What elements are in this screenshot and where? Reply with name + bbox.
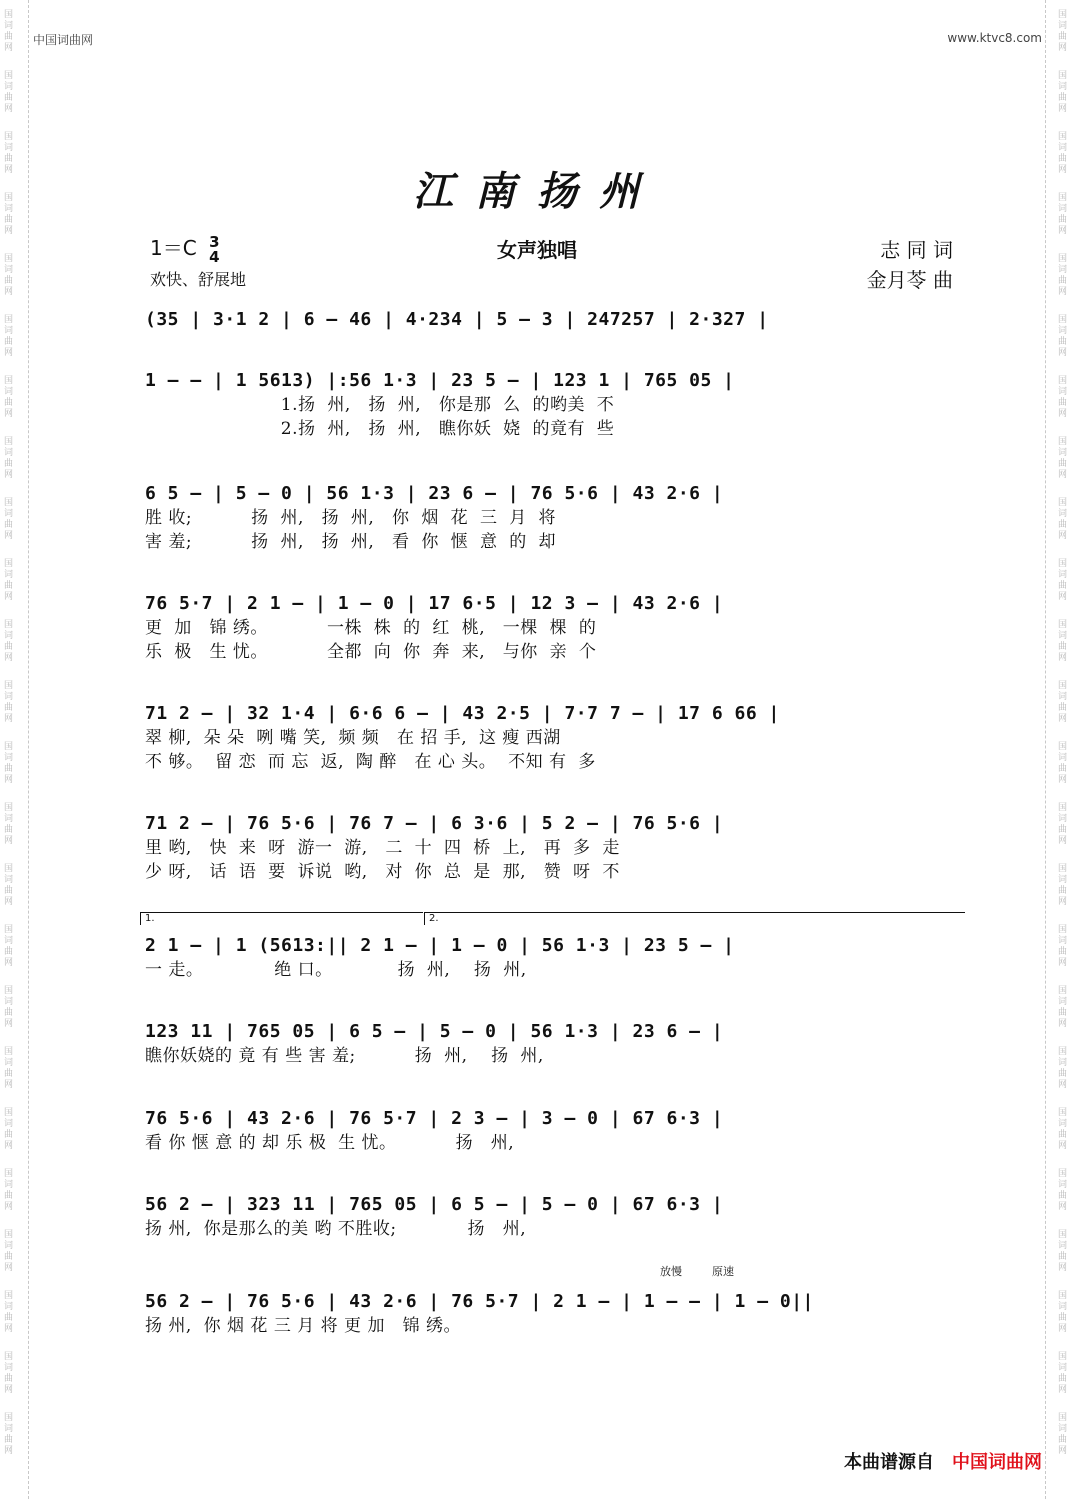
volta-first	[140, 912, 423, 925]
watermark-stamp: 国词曲网	[4, 132, 14, 175]
score-row	[145, 1107, 960, 1155]
a-tempo-marking: 原速	[712, 1265, 734, 1278]
watermark-stamp: 国词曲网	[4, 254, 14, 297]
watermark-stamp: 国词曲网	[4, 986, 14, 1029]
score-row	[145, 482, 960, 554]
tempo-marking: 欢快、舒展地	[150, 270, 247, 289]
lyric-line: 看 你 惬 意 的 却 乐 极 生 忧。 扬 州,	[145, 1133, 515, 1153]
watermark-stamp: 国词曲网	[1058, 925, 1068, 968]
slow-marking: 放慢	[660, 1265, 682, 1278]
watermark-stamp: 国词曲网	[1058, 498, 1068, 541]
score-row	[145, 702, 960, 774]
watermark-stamp: 国词曲网	[1058, 437, 1068, 480]
watermark-stamp: 国词曲网	[4, 1047, 14, 1090]
watermark-stamp: 国词曲网	[4, 681, 14, 724]
notation-line: 71 2 — | 76 5·6 | 76 7 — | 6 3·6 | 5 2 — | 76 5·6 |	[145, 813, 724, 834]
score-row	[145, 592, 960, 664]
lyric-line: 里 哟, 快 来 呀 游一 游, 二 十 四 桥 上, 再 多 走	[145, 838, 620, 858]
watermark-stamp: 国词曲网	[4, 315, 14, 358]
time-bottom: 4	[209, 247, 220, 266]
watermark-stamp: 国词曲网	[4, 925, 14, 968]
lyric-line: 胜 收; 扬 州, 扬 州, 你 烟 花 三 月 将	[145, 508, 557, 528]
watermark-stamp: 国词曲网	[4, 1413, 14, 1456]
watermark-stamp: 国词曲网	[4, 193, 14, 236]
score-row	[145, 369, 960, 441]
notation-line: 56 2 — | 76 5·6 | 43 2·6 | 76 5·7 | 2 1 — | 1 — — | 1 — 0||	[145, 1291, 814, 1312]
watermark-stamp: 国词曲网	[4, 803, 14, 846]
performer-label: 女声独唱	[497, 238, 577, 262]
watermark-stamp: 国词曲网	[1058, 376, 1068, 419]
watermark-stamp: 国词曲网	[1058, 315, 1068, 358]
lyric-line: 2.扬 州, 扬 州, 瞧你妖 娆 的竟有 些	[145, 419, 615, 439]
watermark-stamp: 国词曲网	[4, 620, 14, 663]
notation-line: 56 2 — | 323 11 | 765 05 | 6 5 — | 5 — 0 | 67 6·3 |	[145, 1194, 724, 1215]
lyric-line: 一 走。 绝 口。 扬 州, 扬 州,	[145, 960, 527, 980]
watermark-stamp: 国词曲网	[1058, 620, 1068, 663]
watermark-stamp: 国词曲网	[4, 498, 14, 541]
lyric-line: 乐 极 生 忧。 全都 向 你 奔 来, 与你 亲 个	[145, 642, 597, 662]
watermark-stamp: 国词曲网	[1058, 1047, 1068, 1090]
left-watermark-strip	[0, 0, 29, 1499]
notation-line: (35 | 3·1 2 | 6 — 46 | 4·234 | 5 — 3 | 247257 | 2·327 |	[145, 309, 769, 330]
site-url-right[interactable]: www.ktvc8.com	[947, 31, 1042, 45]
watermark-stamp: 国词曲网	[1058, 742, 1068, 785]
notation-line: 2 1 — | 1 (5613:|| 2 1 — | 1 — 0 | 56 1·3 | 23 5 — |	[145, 935, 735, 956]
watermark-stamp: 国词曲网	[1058, 10, 1068, 53]
notation-line: 123 11 | 765 05 | 6 5 — | 5 — 0 | 56 1·3 | 23 6 — |	[145, 1021, 724, 1042]
watermark-stamp: 国词曲网	[4, 376, 14, 419]
right-watermark-strip	[1045, 0, 1074, 1499]
score-row	[145, 1193, 960, 1241]
volta-first-label: 1.	[145, 913, 155, 924]
watermark-stamp: 国词曲网	[4, 1230, 14, 1273]
watermark-stamp: 国词曲网	[1058, 254, 1068, 297]
watermark-stamp: 国词曲网	[1058, 864, 1068, 907]
lyric-line: 扬 州, 你 烟 花 三 月 将 更 加 锦 绣。	[145, 1316, 462, 1336]
watermark-stamp: 国词曲网	[1058, 986, 1068, 1029]
notation-line: 1 — — | 1 5613) |:56 1·3 | 23 5 — | 123 1 | 765 05 |	[145, 370, 735, 391]
watermark-stamp: 国词曲网	[4, 742, 14, 785]
lyricist-credit: 志 同 词	[880, 238, 953, 262]
notation-line: 71 2 — | 32 1·4 | 6·6 6 — | 43 2·5 | 7·7 7 — | 17 6 66 |	[145, 703, 780, 724]
watermark-stamp: 国词曲网	[4, 559, 14, 602]
watermark-stamp: 国词曲网	[1058, 803, 1068, 846]
watermark-stamp: 国词曲网	[1058, 1413, 1068, 1456]
footer-source[interactable]	[844, 1448, 1042, 1474]
watermark-stamp: 国词曲网	[1058, 1291, 1068, 1334]
notation-line: 6 5 — | 5 — 0 | 56 1·3 | 23 6 — | 76 5·6 | 43 2·6 |	[145, 483, 724, 504]
notation-line: 76 5·7 | 2 1 — | 1 — 0 | 17 6·5 | 12 3 — | 43 2·6 |	[145, 593, 724, 614]
volta-second	[424, 912, 965, 925]
lyric-line: 更 加 锦 绣。 一株 株 的 红 桃, 一棵 棵 的	[145, 618, 597, 638]
footer-brand[interactable]: 中国词曲网	[952, 1452, 1042, 1473]
watermark-stamp: 国词曲网	[1058, 559, 1068, 602]
key-label: 1＝C	[150, 236, 197, 260]
lyric-line: 少 呀, 话 语 要 诉说 哟, 对 你 总 是 那, 赞 呀 不	[145, 862, 620, 882]
lyric-line: 翠 柳, 朵 朵 咧 嘴 笑, 频 频 在 招 手, 这 瘦 西湖	[145, 728, 561, 748]
watermark-stamp: 国词曲网	[4, 10, 14, 53]
watermark-stamp: 国词曲网	[4, 1352, 14, 1395]
watermark-stamp: 国词曲网	[1058, 1352, 1068, 1395]
footer-source-text: 本曲谱源自	[844, 1452, 934, 1473]
lyric-line: 害 羞; 扬 州, 扬 州, 看 你 惬 意 的 却	[145, 532, 557, 552]
watermark-stamp: 国词曲网	[4, 1291, 14, 1334]
lyric-line: 扬 州, 你是那么的美 哟 不胜收; 扬 州,	[145, 1219, 527, 1239]
notation-line: 76 5·6 | 43 2·6 | 76 5·7 | 2 3 — | 3 — 0 | 67 6·3 |	[145, 1108, 724, 1129]
lyric-line: 1.扬 州, 扬 州, 你是那 么 的哟美 不	[145, 395, 615, 415]
lyric-line: 瞧你妖娆的 竟 有 些 害 羞; 扬 州, 扬 州,	[145, 1046, 544, 1066]
watermark-stamp: 国词曲网	[1058, 1108, 1068, 1151]
score-row	[145, 812, 960, 884]
watermark-stamp: 国词曲网	[1058, 681, 1068, 724]
watermark-stamp: 国词曲网	[4, 1169, 14, 1212]
score-row	[145, 308, 960, 332]
score-row	[145, 934, 960, 982]
watermark-stamp: 国词曲网	[1058, 71, 1068, 114]
composer-credit: 金月苓 曲	[866, 268, 953, 292]
watermark-stamp: 国词曲网	[4, 864, 14, 907]
watermark-stamp: 国词曲网	[1058, 1169, 1068, 1212]
watermark-stamp: 国词曲网	[1058, 193, 1068, 236]
watermark-stamp: 国词曲网	[4, 437, 14, 480]
watermark-stamp: 国词曲网	[1058, 132, 1068, 175]
watermark-stamp: 国词曲网	[4, 1108, 14, 1151]
time-top: 3	[209, 232, 220, 251]
score-row	[145, 1020, 960, 1068]
lyric-line: 不 够。 留 恋 而 忘 返, 陶 醉 在 心 头。 不知 有 多	[145, 752, 596, 772]
score-row	[145, 1290, 960, 1338]
watermark-stamp: 国词曲网	[1058, 1230, 1068, 1273]
watermark-stamp: 国词曲网	[4, 71, 14, 114]
volta-second-label: 2.	[429, 913, 439, 924]
song-title: 江南扬州	[413, 168, 661, 215]
site-name-left[interactable]: 中国词曲网	[33, 33, 94, 47]
